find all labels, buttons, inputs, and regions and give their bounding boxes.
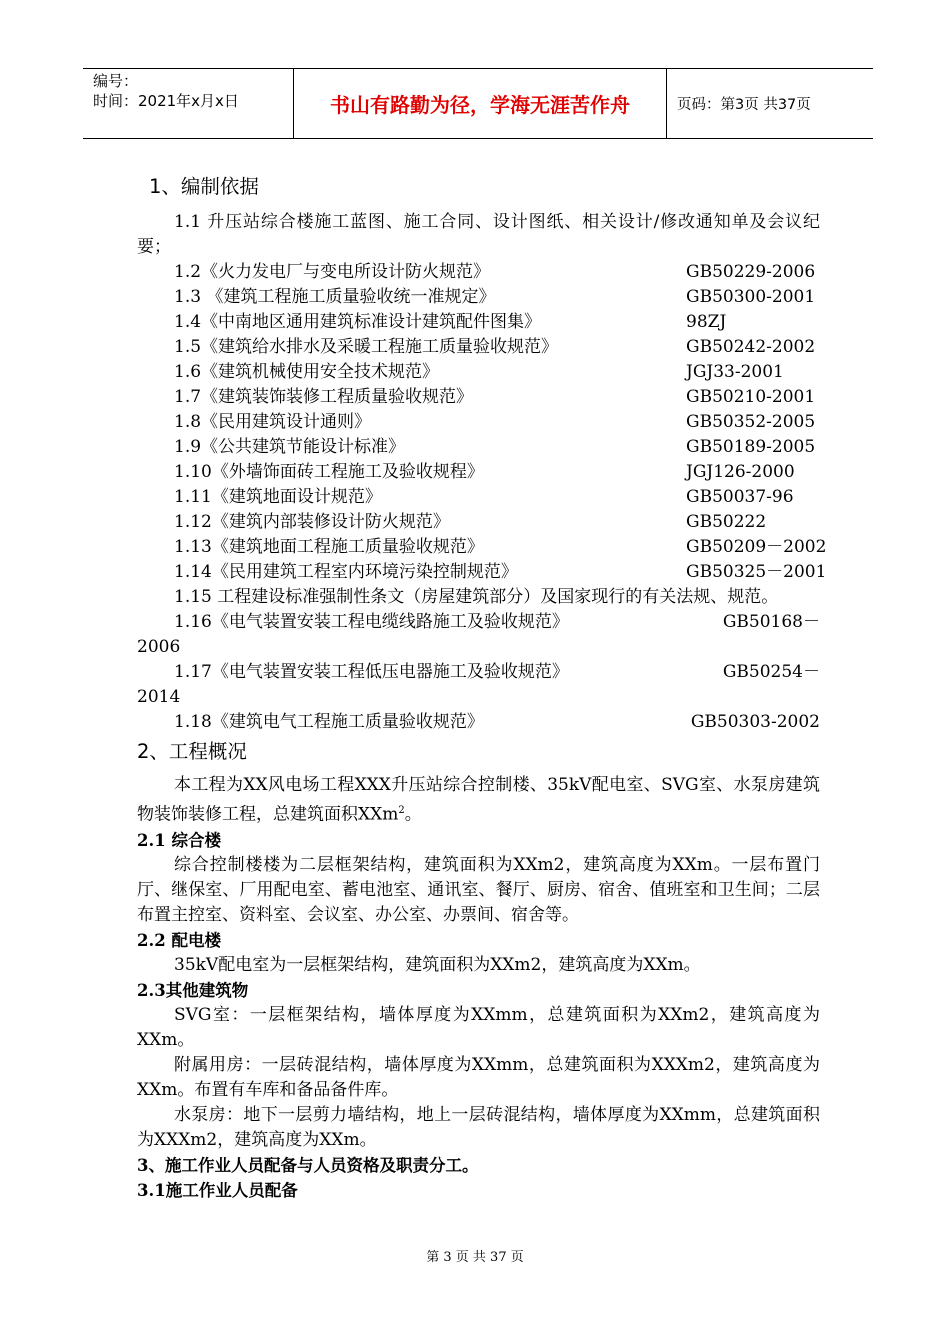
reference-item: [137, 485, 820, 510]
reference-name: 1.17《电气装置安装工程低压电器施工及验收规范》: [174, 662, 569, 682]
section-2-2-text: 35kV配电室为一层框架结构，建筑面积为XXm2，建筑高度为XXm。: [174, 954, 701, 975]
reference-code: JGJ126-2000: [686, 462, 795, 482]
section-3-title: 3、施工作业人员配备与人员资格及职责分工。: [137, 1155, 479, 1175]
section-2-3-auxiliary: 附属用房：一层砖混结构，墙体厚度为XXmm，总建筑面积为XXXm2，建筑高度为XXm。布置有车库和备品备件库。: [137, 1054, 820, 1100]
reference-name: 1.12《建筑内部装修设计防火规范》: [174, 512, 450, 532]
reference-item-18: [137, 710, 820, 735]
reference-name: 1.7《建筑装饰装修工程质量验收规范》: [174, 387, 474, 407]
section-1-intro: 1.1 升压站综合楼施工蓝图、施工合同、设计图纸、相关设计/修改通知单及会议纪要；: [137, 212, 820, 257]
reference-item: [137, 460, 820, 485]
reference-name: 1.18《建筑电气工程施工质量验收规范》: [174, 712, 484, 732]
section-2-1-title: 2.1 综合楼: [137, 830, 221, 850]
reference-item-16: [137, 610, 820, 635]
reference-code: GB50222: [686, 512, 767, 532]
reference-name: 1.3 《建筑工程施工质量验收统一准规定》: [174, 287, 496, 307]
section-2-2-title: 2.2 配电楼: [137, 930, 221, 950]
reference-name: 1.14《民用建筑工程室内环境污染控制规范》: [174, 562, 518, 582]
reference-name: 1.10《外墙饰面砖工程施工及验收规程》: [174, 462, 484, 482]
section-3-1-title: 3.1施工作业人员配备: [137, 1180, 298, 1200]
reference-item-17: [137, 660, 820, 685]
reference-code: GB50325－2001: [686, 562, 827, 582]
document-body: [137, 172, 827, 1203]
header-meta: [83, 69, 294, 138]
reference-code: GB50037-96: [686, 487, 794, 507]
reference-name: 1.9《公共建筑节能设计标准》: [174, 437, 406, 457]
reference-item: [137, 535, 827, 560]
reference-code: 98ZJ: [686, 312, 727, 332]
reference-code: GB50168－: [722, 612, 820, 632]
reference-name: 1.4《中南地区通用建筑标准设计建筑配件图集》: [174, 312, 542, 332]
reference-code-tail: 2006: [137, 637, 181, 657]
reference-code: GB50352-2005: [686, 412, 816, 432]
page-footer: 第 3 页 共 37 页: [426, 1250, 524, 1265]
reference-code: GB50242-2002: [686, 337, 816, 357]
intro-end: 。: [404, 804, 422, 825]
section-2-1-text: 综合控制楼楼为二层框架结构，建筑面积为XXm2，建筑高度为XXm。一层布置门厅、继保室、厂用配电室、蓄电池室、通讯室、餐厅、厨房、宿舍、值班室和卫生间；二层布置主控室、资料室、会议室、办公室、办票间、宿舍等。: [137, 854, 820, 925]
header-page-info: 页码：第3页 共37页: [677, 97, 811, 113]
reference-item: [137, 285, 820, 310]
reference-item: [137, 310, 820, 335]
reference-name: 1.13《建筑地面工程施工质量验收规范》: [174, 537, 484, 557]
reference-code: GB50209－2002: [686, 537, 827, 557]
section-2-3-pump-house: 水泵房：地下一层剪力墙结构，地上一层砖混结构，墙体厚度为XXmm，总建筑面积为XXXm2，建筑高度为XXm。: [137, 1104, 820, 1150]
reference-item: [137, 510, 820, 535]
section-2-title: 2、工程概况: [137, 740, 247, 763]
reference-item-15: 1.15 工程建设标准强制性条文（房屋建筑部分）及国家现行的有关法规、规范。: [174, 587, 779, 607]
reference-code-tail: 2014: [137, 687, 181, 707]
reference-name: 1.16《电气装置安装工程电缆线路施工及验收规范》: [174, 612, 569, 632]
section-1-title: 1、编制依据: [149, 175, 259, 198]
reference-code: GB50303-2002: [690, 712, 820, 732]
reference-item: [137, 335, 820, 360]
reference-item: [137, 385, 820, 410]
reference-item: [137, 410, 820, 435]
header-motto: 书山有路勤为径，学海无涯苦作舟: [294, 69, 667, 138]
time-label: 时间：2021年x月x日: [93, 92, 239, 110]
reference-item: [137, 360, 820, 385]
section-2-3-svg: SVG室：一层框架结构，墙体厚度为XXmm，总建筑面积为XXm2，建筑高度为XXm。: [137, 1004, 820, 1050]
intro-text: 本工程为XX风电场工程XXX升压站综合控制楼、35kV配电室、SVG室、水泵房建筑物装饰装修工程，总建筑面积XXm: [137, 775, 820, 825]
reference-name: 1.2《火力发电厂与变电所设计防火规范》: [174, 262, 491, 282]
reference-list: [137, 260, 827, 585]
page-header: [83, 68, 873, 139]
reference-code: GB50300-2001: [686, 287, 816, 307]
reference-name: 1.5《建筑给水排水及采暖工程施工质量验收规范》: [174, 337, 559, 357]
reference-item: [137, 560, 827, 585]
reference-name: 1.11《建筑地面设计规范》: [174, 487, 382, 507]
reference-code: GB50254－: [722, 662, 820, 682]
reference-code: GB50229-2006: [686, 262, 816, 282]
intro-superscript: 2: [398, 805, 405, 816]
reference-name: 1.8《民用建筑设计通则》: [174, 412, 372, 432]
section-2-3-title: 2.3其他建筑物: [137, 980, 249, 1000]
reference-item: [137, 435, 820, 460]
number-label: 编号：: [93, 72, 139, 90]
reference-code: GB50210-2001: [686, 387, 816, 407]
section-2-intro: [137, 773, 820, 828]
reference-item: [137, 260, 820, 285]
reference-code: JGJ33-2001: [686, 362, 784, 382]
reference-name: 1.6《建筑机械使用安全技术规范》: [174, 362, 440, 382]
reference-code: GB50189-2005: [686, 437, 816, 457]
